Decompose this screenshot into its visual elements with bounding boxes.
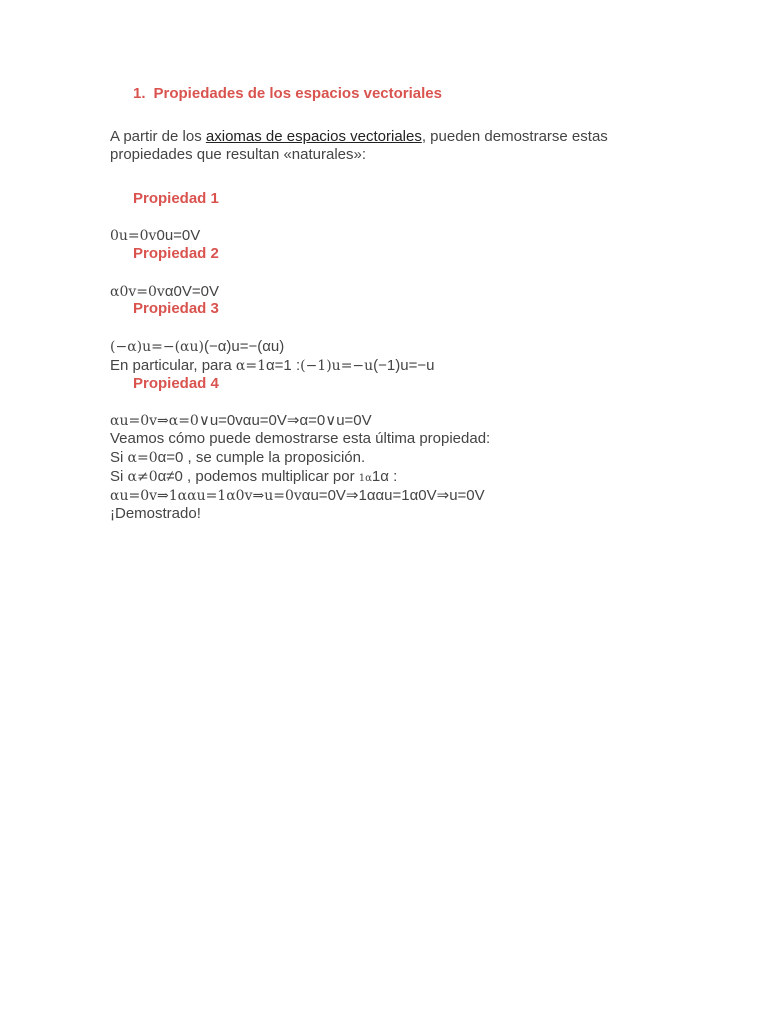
formula-serif: αu=0v⇒α=0 xyxy=(110,413,199,429)
proof-text: Si xyxy=(110,468,128,485)
proof-line-3 xyxy=(110,468,397,488)
particular-after: (−1)u=−u xyxy=(373,357,435,374)
proof-text-mid: α≠0 , podemos multiplicar por xyxy=(157,468,359,485)
proof-serif: αu=0v⇒1ααu=1α0v⇒u=0v xyxy=(110,488,302,504)
proof-serif: α=0 xyxy=(127,450,158,466)
formula-sans: ∨u=0vαu=0V⇒α=0∨u=0V xyxy=(198,412,372,429)
propiedad-4-title: Propiedad 4 xyxy=(133,375,219,392)
propiedad-3-particular xyxy=(110,357,434,375)
propiedad-2-title: Propiedad 2 xyxy=(133,245,219,262)
intro-text-before: A partir de los xyxy=(110,128,206,145)
formula-serif: α0v=0v xyxy=(110,284,165,300)
formula-serif: 0u=0v xyxy=(110,228,157,244)
proof-small-serif: 1α xyxy=(358,473,372,484)
formula-serif: (−α)u=−(αu) xyxy=(110,339,204,355)
proof-line-1: Veamos cómo puede demostrarse esta última propiedad: xyxy=(110,430,491,447)
particular-serif2: (−1)u=−u xyxy=(300,358,374,374)
propiedad-4-formula xyxy=(110,412,372,430)
proof-text-after: α=0 , se cumple la proposición. xyxy=(157,449,366,466)
proof-text: Si xyxy=(110,449,128,466)
heading-number: 1. xyxy=(133,85,146,102)
particular-serif: α=1 xyxy=(235,358,266,374)
propiedad-1-formula xyxy=(110,227,200,245)
heading-title: Propiedades de los espacios vectoriales xyxy=(153,85,442,102)
formula-sans: 0u=0V xyxy=(156,227,201,244)
propiedad-2-formula xyxy=(110,283,219,301)
propiedad-3-title: Propiedad 3 xyxy=(133,300,219,317)
proof-text-after: 1α : xyxy=(371,468,398,485)
section-heading xyxy=(133,85,442,102)
propiedad-1-title: Propiedad 1 xyxy=(133,190,219,207)
proof-line-5: ¡Demostrado! xyxy=(110,505,201,522)
proof-sans: αu=0V⇒1ααu=1α0V⇒u=0V xyxy=(301,487,485,504)
particular-mid: α=1 : xyxy=(266,357,301,374)
propiedad-3-formula xyxy=(110,338,284,356)
axiomas-link[interactable]: axiomas de espacios vectoriales xyxy=(205,128,422,145)
particular-text: En particular, para xyxy=(110,357,236,374)
intro-text-after: , pueden demostrarse estas propiedades que resultan «naturales»: xyxy=(110,128,608,163)
formula-sans: α0V=0V xyxy=(164,283,219,300)
intro-paragraph xyxy=(110,128,670,164)
proof-line-2 xyxy=(110,449,365,467)
proof-line-4 xyxy=(110,487,485,505)
proof-serif: α≠0 xyxy=(127,469,158,485)
formula-sans: (−α)u=−(αu) xyxy=(203,338,285,355)
